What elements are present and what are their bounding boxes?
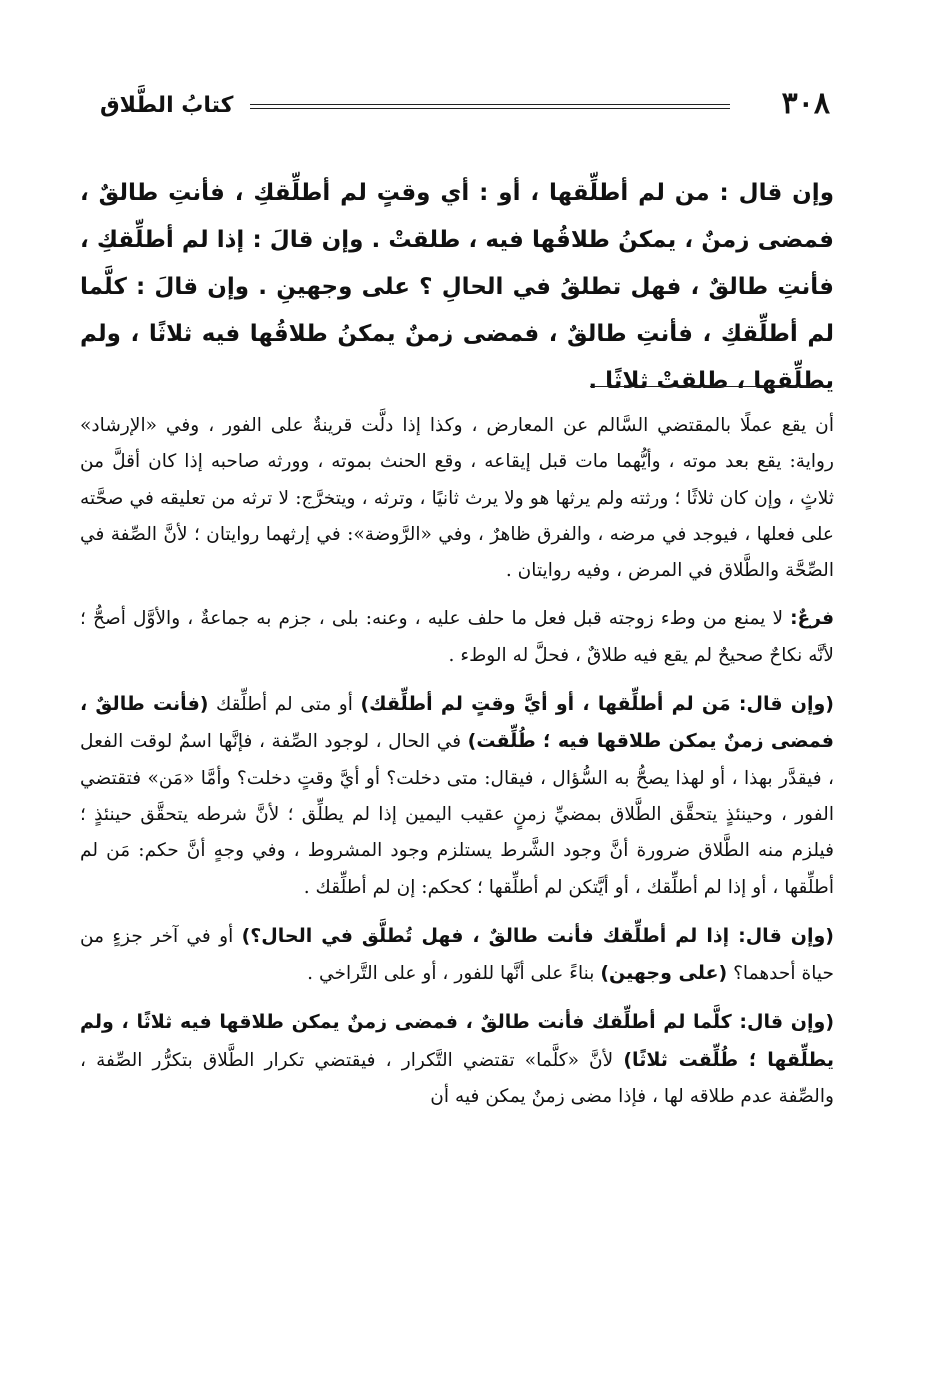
commentary-paragraph [80, 686, 834, 906]
header-rule [250, 108, 730, 109]
commentary [80, 408, 834, 1127]
header-rule [250, 104, 730, 105]
paragraph-text: لا يمنع من وطء زوجته قبل فعل ما حلف عليه ، وعنه: بلى ، جزم به جماعةٌ ، والأوَّل أصحُّ ؛ لأنَّه نكاحٌ صحيحٌ لم يقع فيه طلاقٌ ، فحلَّ له الوطء . [80, 608, 834, 666]
paragraph-text: أو في آخر جزءٍ من حياة أحدهما؟ [80, 925, 834, 985]
quoted-matn: (وإن قال: مَن لم أطلِّقها ، أو أيَّ وقتٍ لم أطلِّقك) [360, 693, 834, 716]
commentary-paragraph [80, 601, 834, 674]
book-title: كتابُ الطَّلاق [100, 93, 234, 118]
paragraph-text: أو متى لم أطلِّقك [208, 694, 361, 716]
commentary-paragraph: أن يقع عملًا بالمقتضي السَّالم عن المعارض ، وكذا إذا دلَّت قرينةٌ على الفور ، وفي «الإرشاد» رواية: يقع بعد موته ، وأيُّهما مات قبل إيقاعه ، وقع الحنث بموته ، وورثه صاحبه إذا كان أقلَّ من ثلاثٍ ، وإن كان ثلاثًا ؛ ورثته ولم يرثها هو ولا يرث ثانيًا ، وترثه ، ويتخرَّج: لا ترثه من تعليقه في صحَّته على فعلها ، فيوجد في مرضه ، والفرق ظاهرٌ ، وفي «الرَّوضة»: في إرثهما روايتان ؛ لأنَّ الصِّفة في الصِّحَّة والطَّلاق في المرض ، وفيه روايتان . [80, 415, 834, 582]
quoted-matn: (على وجهين) [600, 962, 728, 985]
quoted-matn: (وإن قال: كلَّما لم أطلِّقك فأنت طالقٌ ، فمضى زمنٌ يمكن طلاقها فيه ثلاثًا ، ولم يطلِّقها ؛ طُلِّقت ثلاثًا) [80, 1011, 835, 1071]
paragraph-text: لأنَّ «كلَّما» تقتضي التَّكرار ، فيقتضي تكرار الطَّلاق بتكرُّر الصِّفة ، والصِّفة عدم طلاقه لها ، فإذا مضى زمنٌ يمكن فيه أن [80, 1049, 834, 1108]
commentary-paragraph [80, 918, 834, 993]
footnote-separator [590, 386, 822, 387]
commentary-paragraph [80, 1004, 834, 1115]
paragraph-text: بناءً على أنَّها للفور ، أو على التَّراخي . [307, 963, 601, 985]
paragraph-text: في الحال ، لوجود الصِّفة ، فإنَّها اسمٌ لوقت الفعل ، فيقدَّر بهذا ، أو لهذا يصحُّ به السُّؤال ، فيقال: متى دخلت؟ أو أيَّ وقتٍ دخلت؟ وأمَّا «مَن» فتقتضي الفور ، وحينئذٍ يتحقَّق الطَّلاق بمضيِّ زمنٍ عقيب اليمين إذا لم يطلِّق ؛ لأنَّ شرطه يتحقَّق حينئذٍ ؛ فيلزم منه الطَّلاق ضرورة أنَّ وجود الشَّرط يستلزم وجود المشروط ، وفي وجهٍ أنَّ حكم: مَن لم أطلِّقها ، أو إذا لم أطلِّقك ، أو أيَّتكن لم أطلِّقها ؛ كحكم: إن لم أطلِّقك . [80, 731, 834, 898]
quoted-matn: (وإن قال: إذا لم أطلِّقك فأنت طالقٌ ، فهل تُطلَّق في الحال؟) [241, 924, 834, 947]
quoted-matn: (فأنت طالقٌ ، فمضى زمنٌ يمكن طلاقها فيه ؛ طُلِّقت) [80, 693, 834, 753]
branch-heading: فرعٌ: [790, 608, 834, 630]
page-number: ٣٠٨ [781, 86, 830, 121]
main-text: وإن قال : من لم أطلِّقها ، أو : أي وقتٍ لم أطلِّقكِ ، فأنتِ طالقٌ ، فمضى زمنٌ ، يمكنُ طلاقُها فيه ، طلقتْ . وإن قالَ : إذا لم أطلِّقكِ ، فأنتِ طالقٌ ، فهل تطلقُ في الحالِ ؟ على وجهينِ . وإن قالَ : كلَّما لم أطلِّقكِ ، فأنتِ طالقٌ ، فمضى زمنٌ يمكنُ طلاقُها فيه ثلاثًا ، ولم يطلِّقها ، طلقتْ ثلاثًا . [80, 180, 834, 394]
page-header [100, 84, 830, 134]
